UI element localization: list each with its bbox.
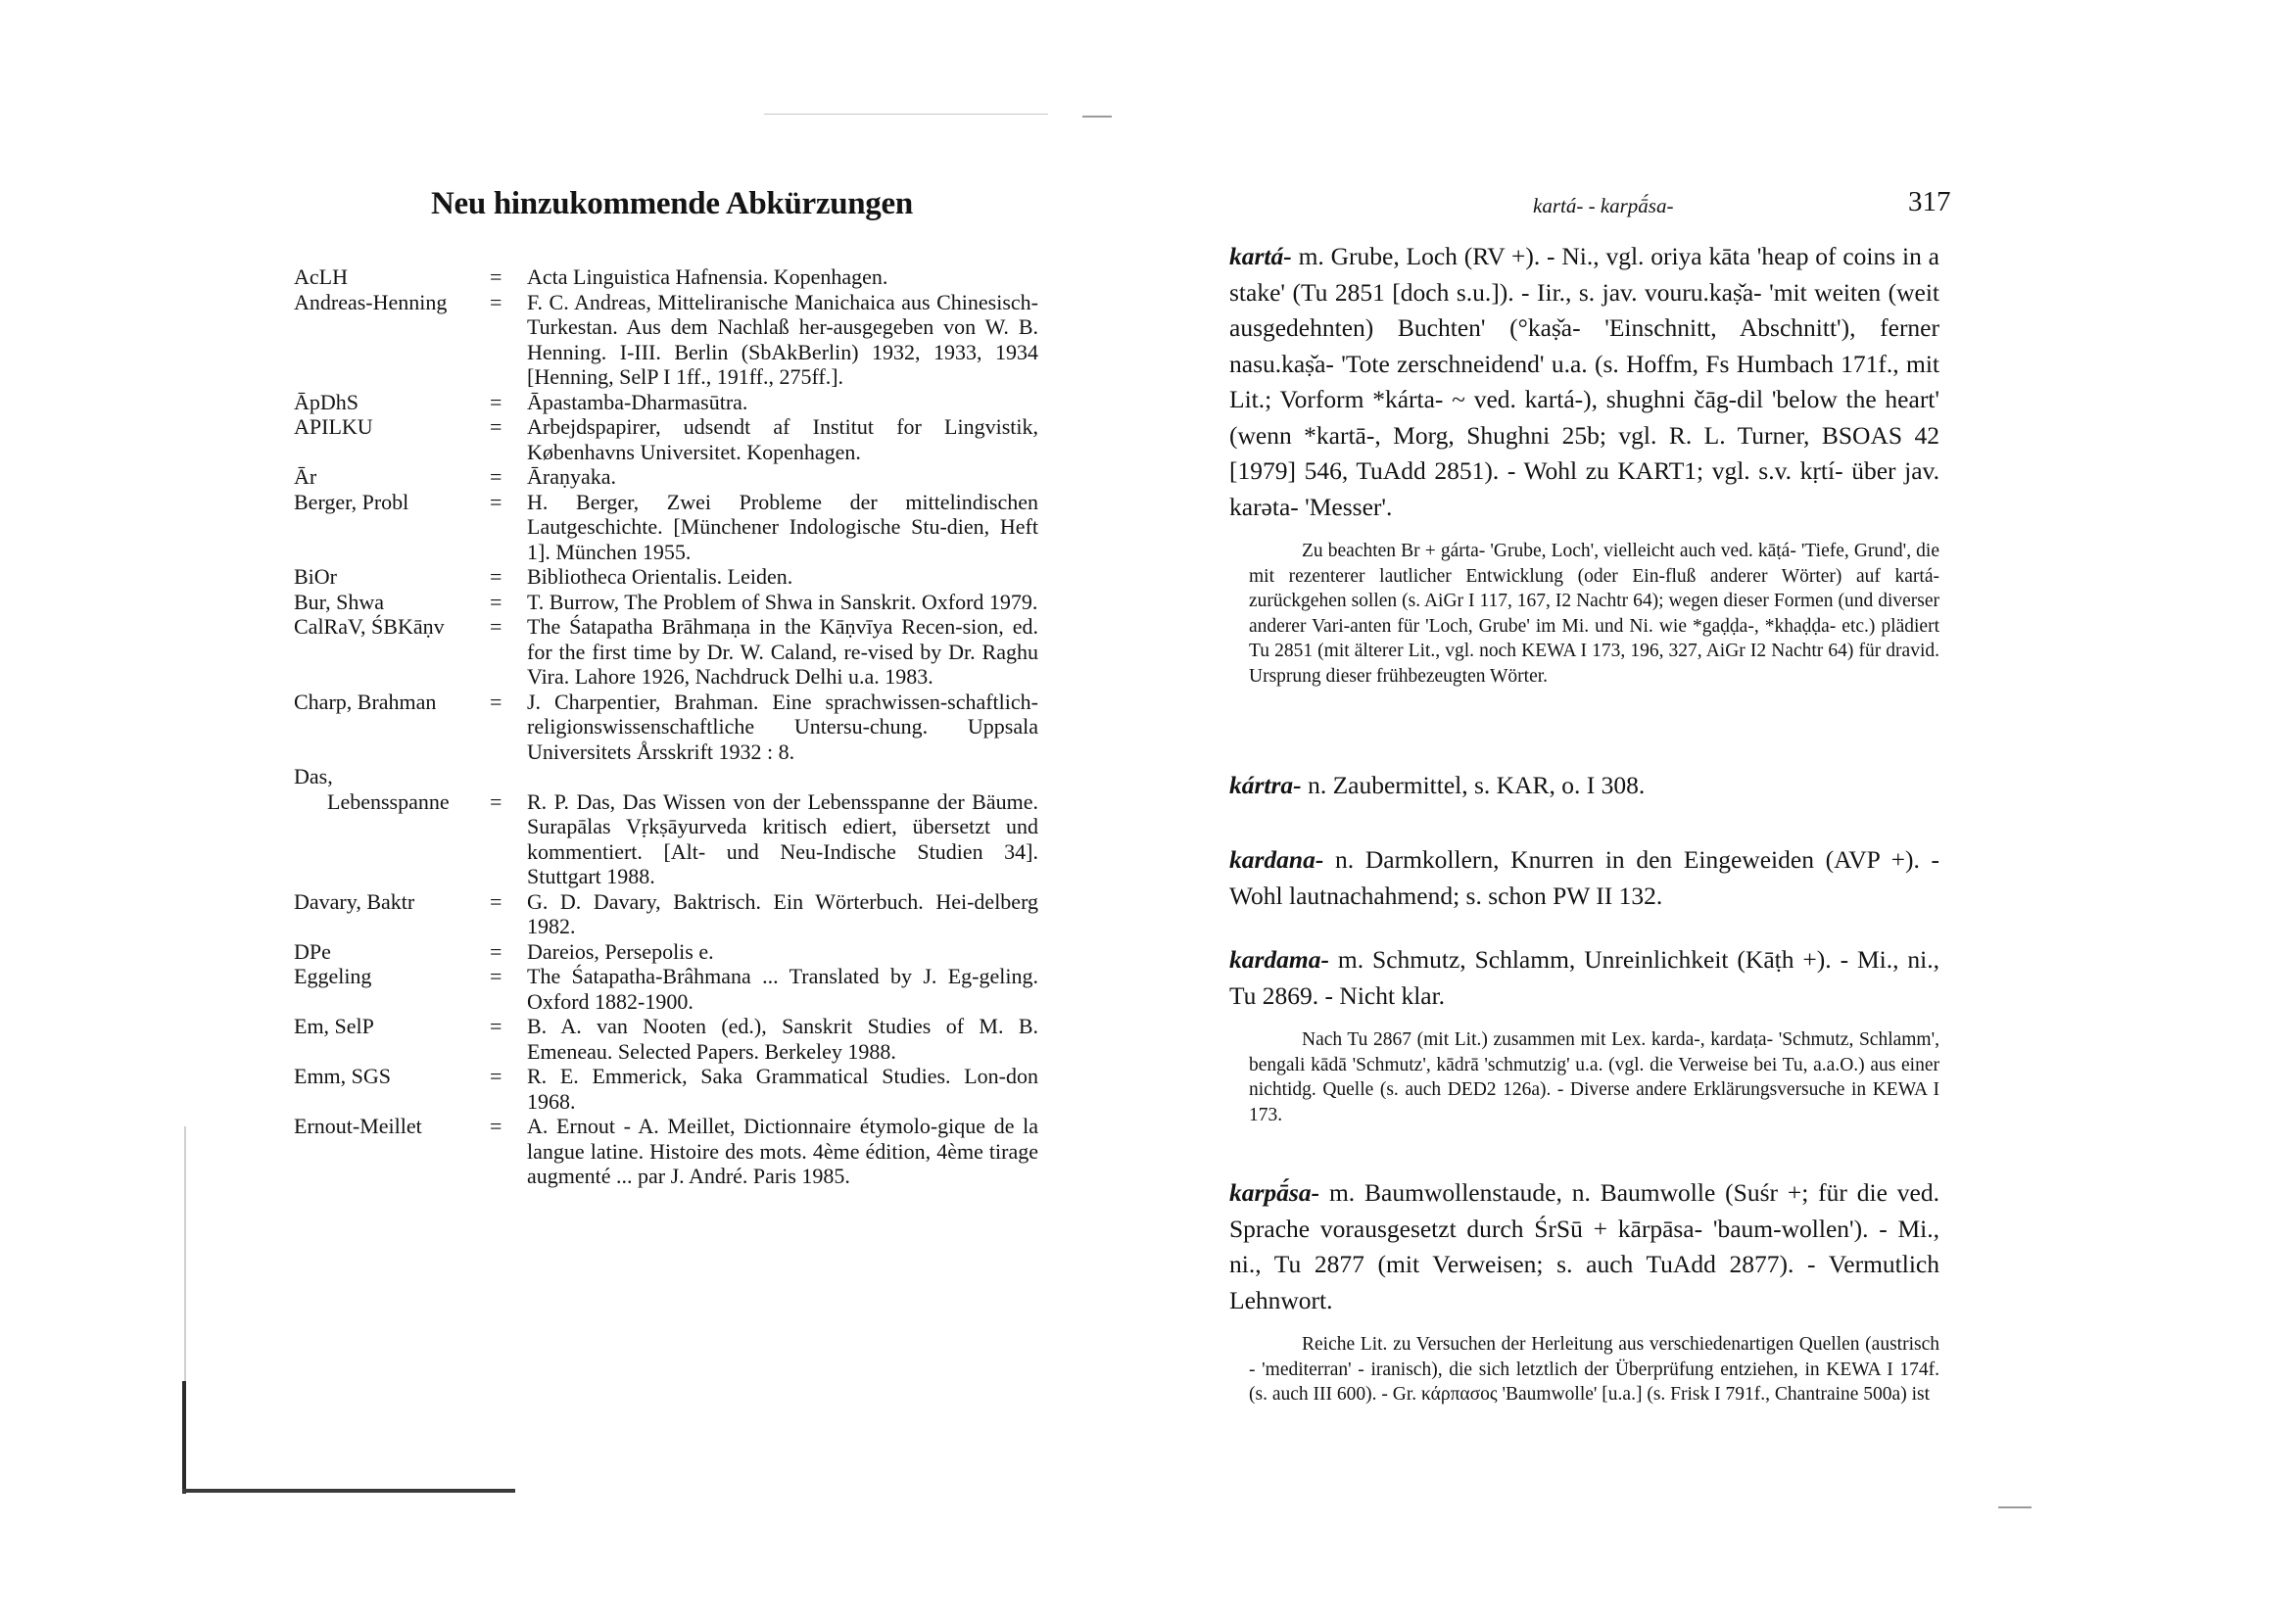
abbreviation-entry	[294, 264, 1038, 290]
entry-headword: karpā́sa-	[1229, 1178, 1320, 1207]
equals-sign: =	[490, 689, 502, 714]
dictionary-entry	[1229, 1175, 1939, 1407]
abbreviation-key: DPe	[294, 938, 331, 964]
abbreviation-entry	[294, 764, 1038, 789]
abbreviation-entry	[294, 290, 1038, 390]
entry-text: m. Schmutz, Schlamm, Unreinlichkeit (Kāṭh +). - Mi., ni., Tu 2869. - Nicht klar.	[1229, 945, 1939, 1010]
entry-note: Nach Tu 2867 (mit Lit.) zusammen mit Lex. karda-, kardaṭa- 'Schmutz, Schlamm', bengali kādā 'Schmutz', kādrā 'schmutzig' u.a. (vgl. die Verweise bei Tu, a.a.O.) aus einer nichtidg. Quelle (s. auch DED2 126a). - Diverse andere Erklärungsversuche in KEWA I 173.	[1249, 1029, 1939, 1125]
abbreviation-key: CalRaV, ŚBKāṇv	[294, 614, 445, 639]
abbreviation-key: Em, SelP	[294, 1014, 374, 1038]
entry-text: n. Darmkollern, Knurren in den Eingeweiden (AVP +). - Wohl lautnachahmend; s. schon PW II 132.	[1229, 845, 1939, 910]
dictionary-entry	[1229, 842, 1939, 914]
equals-sign: =	[490, 589, 502, 614]
abbreviation-entry	[294, 464, 1038, 490]
abbreviation-key: Ār	[294, 464, 317, 489]
equals-sign: =	[490, 264, 502, 289]
entry-note: Zu beachten Br + gárta- 'Grube, Loch', vielleicht auch ved. kāṭá- 'Tiefe, Grund', die mit rezenterer lautlicher Entwicklung (oder Ein-fluß anderer Wörter) auf kartá- zurückgehen sollen (s. AiGr I 117, 167, I2 Nachtr 64); wegen dieser Formen (und diverser anderer Vari-anten für 'Loch, Grube' im Mi. und Ni. wie *gaḍḍa-, *khaḍḍa- etc.) plädiert Tu 2851 (mit älterer Lit., vgl. noch KEWA I 173, 196, 327, AiGr I2 Nachtr 64) für dravid. Ursprung dieser frühbezeugten Wörter.	[1249, 541, 1939, 687]
equals-sign: =	[490, 1114, 502, 1138]
equals-sign: =	[490, 888, 502, 914]
entry-headword: kardana-	[1229, 845, 1324, 874]
abbreviation-expansion: R. E. Emmerick, Saka Grammatical Studies. Lon-don 1968.	[527, 1064, 1038, 1114]
abbreviation-expansion: G. D. Davary, Baktrisch. Ein Wörterbuch. Hei-delberg 1982.	[527, 888, 1038, 938]
abbreviation-expansion: Āpastamba-Dharmasūtra.	[527, 389, 748, 414]
running-head: kartá- - karpā́sa-	[1533, 194, 1674, 217]
abbreviation-key: APILKU	[294, 414, 373, 439]
abbreviation-expansion: A. Ernout - A. Meillet, Dictionnaire étymolo-gique de la langue latine. Histoire des mots. 4ème édition, 4ème tirage augmenté ... par J. André. Paris 1985.	[527, 1114, 1038, 1188]
abbreviation-entry	[294, 1114, 1038, 1189]
abbreviation-expansion: H. Berger, Zwei Probleme der mittelindischen Lautgeschichte. [Münchener Indologische Stu-dien, Heft 1]. München 1955.	[527, 489, 1038, 564]
abbreviation-entry	[294, 889, 1038, 939]
equals-sign: =	[490, 964, 502, 988]
page-title: Neu hinzukommende Abkürzungen	[431, 186, 913, 221]
equals-sign: =	[490, 289, 502, 314]
abbreviation-entry	[294, 1014, 1038, 1064]
abbreviation-expansion: T. Burrow, The Problem of Shwa in Sanskrit. Oxford 1979.	[527, 589, 1038, 614]
equals-sign: =	[490, 414, 502, 439]
equals-sign: =	[490, 489, 502, 514]
abbreviation-expansion: F. C. Andreas, Mitteliranische Manichaica aus Chinesisch-Turkestan. Aus dem Nachlaß her-ausgegeben von W. B. Henning. I-III. Berlin (SbAkBerlin) 1932, 1933, 1934 [Henning, SelP I 1ff., 191ff., 275ff.].	[527, 289, 1038, 389]
abbreviation-key: Eggeling	[294, 964, 372, 988]
equals-sign: =	[490, 1064, 502, 1088]
abbreviation-expansion: The Śatapatha Brāhmaṇa in the Kāṇvīya Recen-sion, ed. for the first time by Dr. W. Caland, re-vised by Dr. Raghu Vira. Lahore 1926, Nachdruck Delhi u.a. 1983.	[527, 614, 1038, 689]
abbreviation-key: Berger, Probl	[294, 489, 409, 514]
abbreviation-entry	[294, 614, 1038, 690]
page-number: 317	[1908, 186, 1951, 217]
abbreviation-entry	[294, 939, 1038, 965]
entry-text: n. Zaubermittel, s. KAR, o. I 308.	[1301, 771, 1646, 799]
abbreviation-expansion: Bibliotheca Orientalis. Leiden.	[527, 564, 793, 589]
equals-sign: =	[490, 389, 502, 414]
entry-headword: kártra-	[1229, 771, 1302, 799]
abbreviation-entry	[294, 590, 1038, 615]
equals-sign: =	[490, 564, 502, 589]
abbreviation-key: Andreas-Henning	[294, 289, 448, 314]
abbreviation-entry	[294, 789, 1038, 889]
entry-headword: kardama-	[1229, 945, 1329, 974]
abbreviation-key: Ernout-Meillet	[294, 1114, 422, 1138]
equals-sign: =	[490, 788, 502, 814]
abbreviation-key: Emm, SGS	[294, 1064, 392, 1088]
entry-headword: kartá-	[1229, 242, 1292, 270]
abbreviation-expansion: The Śatapatha-Brâhmana ... Translated by J. Eg-geling. Oxford 1882-1900.	[527, 964, 1038, 1014]
abbreviation-expansion: Āraṇyaka.	[527, 464, 617, 489]
abbreviation-key: BiOr	[294, 564, 337, 589]
abbreviation-key: ĀpDhS	[294, 389, 359, 414]
abbreviation-entry	[294, 690, 1038, 765]
abbreviation-key: Bur, Shwa	[294, 589, 385, 614]
abbreviation-entry	[294, 414, 1038, 464]
dictionary-entry	[1229, 942, 1939, 1127]
abbreviation-key: Das,	[294, 764, 333, 788]
abbreviation-expansion: Arbejdspapirer, udsendt af Institut for Lingvistik, Københavns Universitet. Kopenhagen.	[527, 414, 1038, 464]
abbreviation-key: Charp, Brahman	[294, 689, 437, 714]
abbreviation-expansion: R. P. Das, Das Wissen von der Lebensspanne der Bäume. Surapālas Vṛkṣāyurveda kritisch ediert, übersetzt und kommentiert. [Alt- und Neu-Indische Studien 34]. Stuttgart 1988.	[527, 788, 1038, 888]
entry-text: m. Baumwollenstaude, n. Baumwolle (Suśr +; für die ved. Sprache vorausgesetzt durch ŚrSū + kārpāsa- 'baum-wollen'). - Mi., ni., Tu 2877 (mit Verweisen; s. auch TuAdd 2877). - Vermutlich Lehnwort.	[1229, 1178, 1939, 1314]
abbreviation-key: Davary, Baktr	[294, 888, 415, 914]
equals-sign: =	[490, 938, 502, 964]
abbreviation-expansion: B. A. van Nooten (ed.), Sanskrit Studies of M. B. Emeneau. Selected Papers. Berkeley 1988.	[527, 1014, 1038, 1064]
abbreviation-entry	[294, 564, 1038, 590]
abbreviation-key: AcLH	[294, 264, 348, 289]
equals-sign: =	[490, 464, 502, 489]
abbreviation-expansion: Dareios, Persepolis e.	[527, 938, 714, 964]
abbreviation-expansion: J. Charpentier, Brahman. Eine sprachwissen-schaftlich-religionswissenschaftliche Untersu-chung. Uppsala Universitets Årsskrift 1932 : 8.	[527, 689, 1038, 764]
abbreviation-expansion: Acta Linguistica Hafnensia. Kopenhagen.	[527, 264, 888, 289]
abbreviation-list	[294, 264, 1038, 1189]
abbreviation-entry	[294, 390, 1038, 415]
abbreviation-key: Lebensspanne	[327, 788, 450, 814]
entry-text: m. Grube, Loch (RV +). - Ni., vgl. oriya kāta 'heap of coins in a stake' (Tu 2851 [doch s.u.]). - Iir., s. jav. vouru.kaṣ̌a- 'mit weiten (weit ausgedehnten) Buchten' (°kaṣ̌a- 'Einschnitt, Abschnitt'), ferner nasu.kaṣ̌a- 'Tote zerschneidend' u.a. (s. Hoffm, Fs Humbach 171f., mit Lit.; Vorform *kárta- ~ ved. kartá-), shughni čāg-dil 'below the heart' (wenn *kartā-, Morg, Shughni 25b; vgl. R. L. Turner, BSOAS 42 [1979] 546, TuAdd 2851). - Wohl zu KART1; vgl. s.v. kṛtí- über jav. karəta- 'Messer'.	[1229, 242, 1939, 521]
dictionary-entry	[1229, 239, 1939, 689]
dictionary-entry	[1229, 768, 1939, 804]
right-page	[1148, 0, 2296, 1622]
equals-sign: =	[490, 614, 502, 639]
entry-note: Reiche Lit. zu Versuchen der Herleitung aus verschiedenartigen Quellen (austrisch - 'mediterran' - iranisch), die sich letztlich der Überprüfung entziehen, in KEWA I 174f. (s. auch III 600). - Gr. κάρπασος 'Baumwolle' [u.a.] (s. Frisk I 791f., Chantraine 500a) ist	[1249, 1334, 1939, 1405]
abbreviation-entry	[294, 490, 1038, 565]
abbreviation-entry	[294, 964, 1038, 1014]
equals-sign: =	[490, 1014, 502, 1038]
abbreviation-entry	[294, 1064, 1038, 1114]
